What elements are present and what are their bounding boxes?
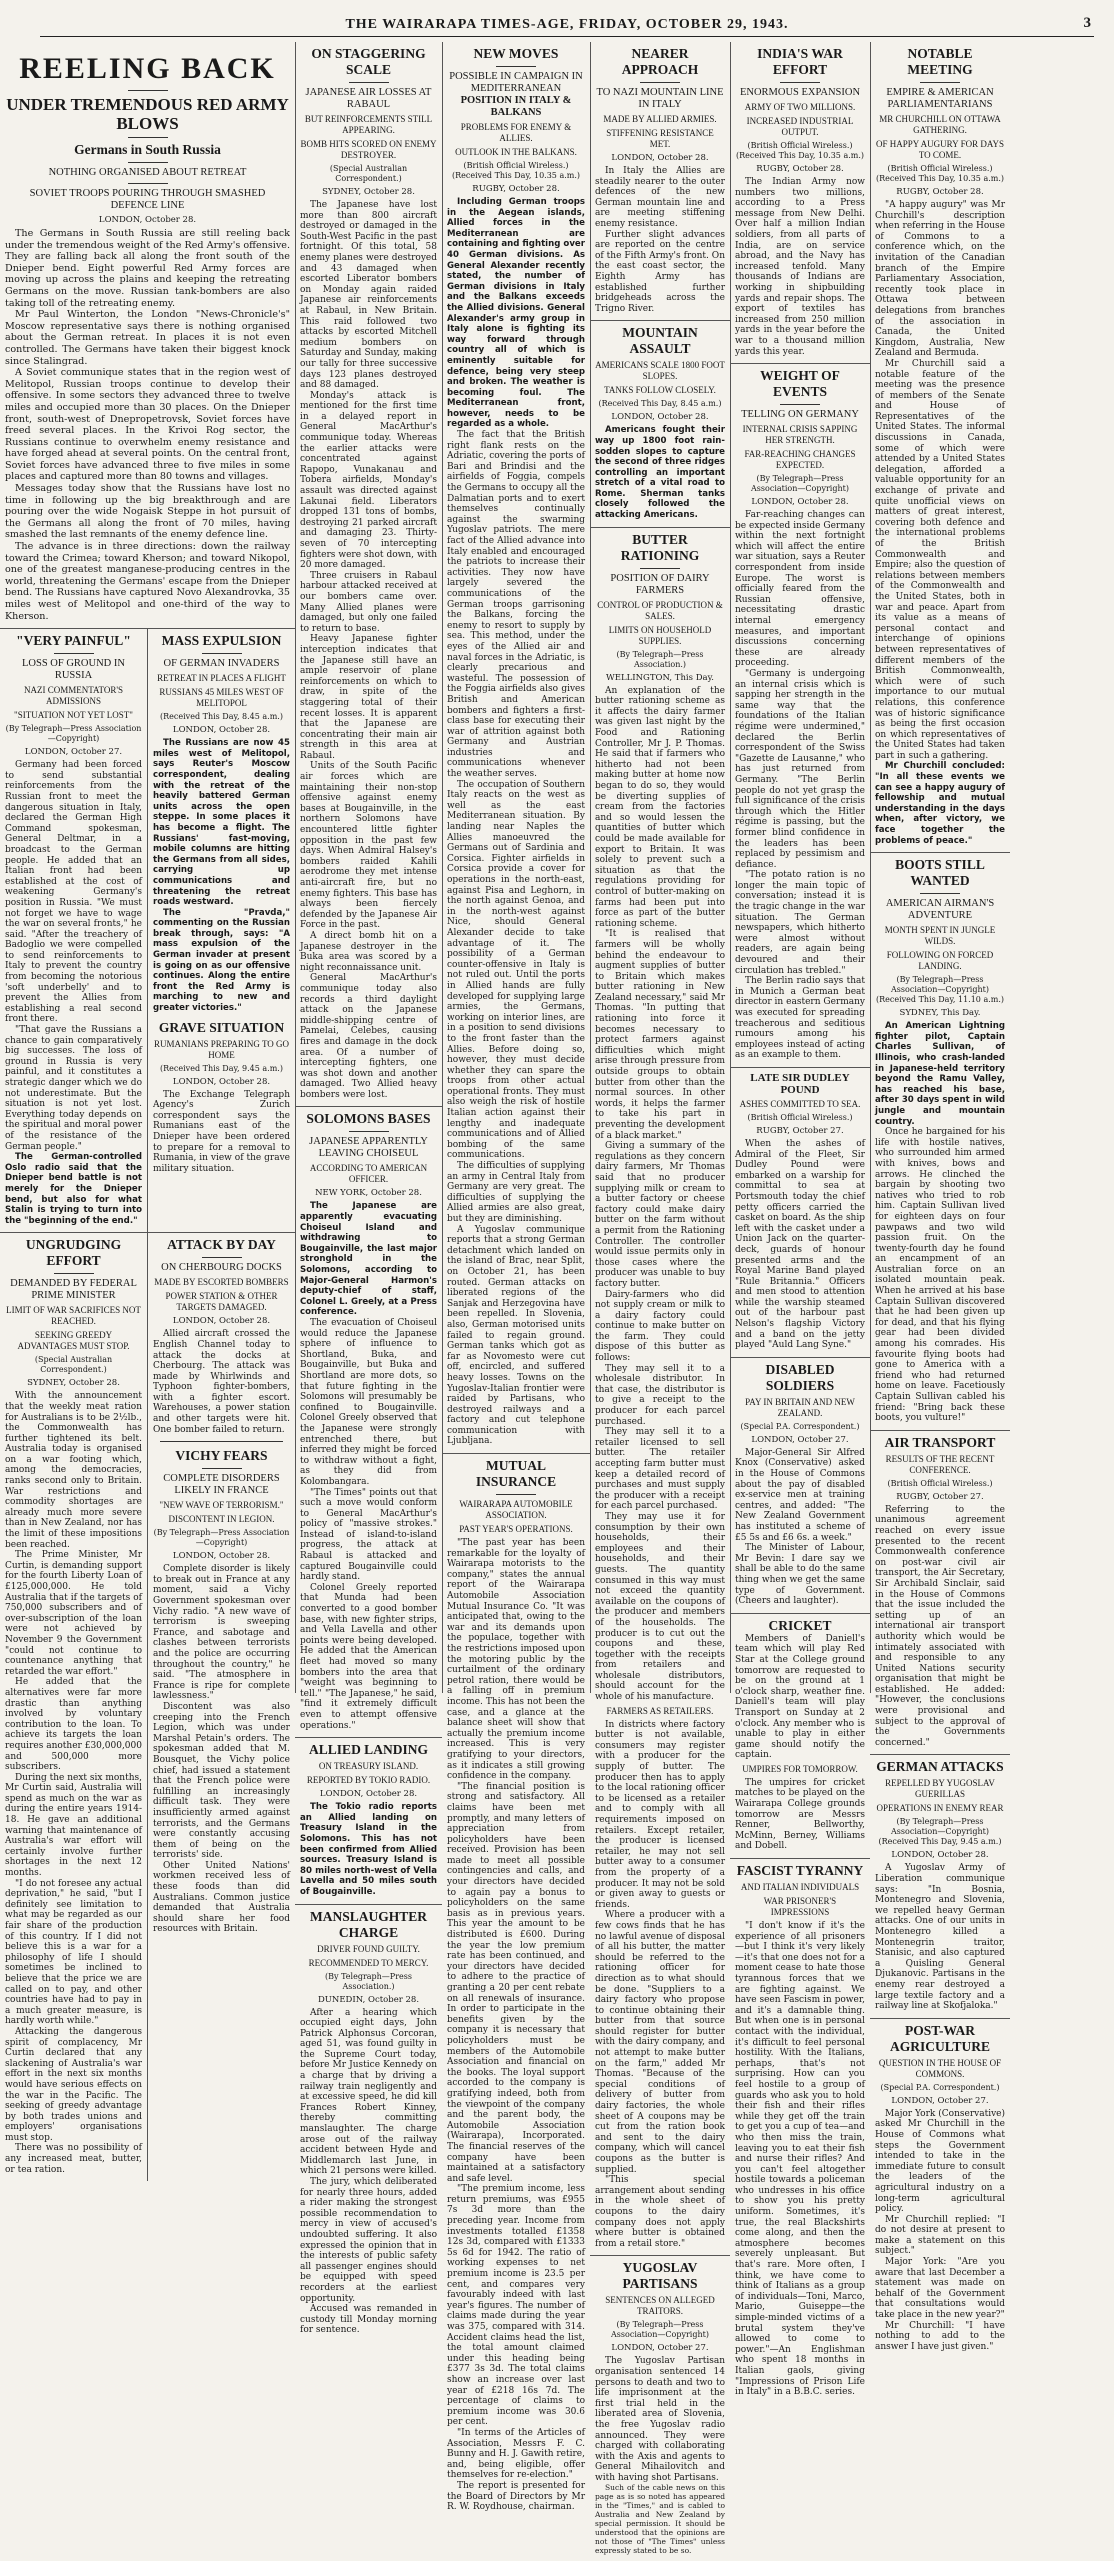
source-line: (Special P.A. Correspondent.) — [740, 1421, 860, 1431]
divider — [128, 162, 168, 163]
headline: CRICKET — [768, 1617, 832, 1633]
paragraph: Major-General Sir Alfred Knox (Conservative) asked in the House of Commons about the pay of disabled ex-service men at training centres, and added: "The New Zealand Government has instituted a scheme of £5 5s and £6 6s. a week." — [735, 1447, 865, 1543]
paragraph: Colonel Greely reported that Munda had been converted to a good bomber base, with new fighter strips, and Vella Lavella and other points were being developed. He added that the American fleet had moved so many bombers into the area that "weight was beginning to tell." "The Japanese," he said, "find it extremely difficult even to attempt offensive operations." — [300, 1582, 437, 1731]
paragraph: The Minister of Labour, Mr Bevin: I dare say we shall be able to do the same thing when we get the same type of Government. (Cheers and laughter). — [735, 1543, 865, 1607]
subheadline: OUTLOOK IN THE BALKANS. — [455, 147, 577, 157]
subheadline: TANKS FOLLOW CLOSELY. — [604, 385, 716, 396]
paragraph: Referring to the unanimous agreement reached on every issue presented to the recent Commonwealth conference on post-war civil air transport, the Air Secretary, Sir Archibald Sinclair, said in the House of Commons that the issue included the setting up of an international air transport authority which would be intimately associated with and responsible to any United Nations security organisation that might be established. He added: "However, the conclusions were provisional and subject to the approval of the Governments concerned." — [875, 1504, 1005, 1748]
headline: FASCIST TYRANNY — [736, 1863, 864, 1879]
divider — [54, 653, 94, 654]
paragraph: Germany had been forced to send substantial reinforcements from the Russian front to meet the dangerous situation in Italy, declared the German High Command spokesman, General Deltmar, in a broadcast to the German people. He added that an Italian front had been established at the cost of weakening Germany's position in Russia. "We must not forget we have to wage the war on several fronts," he said. "After the treachery of Badoglio we were compelled to send reinforcements to Italy to prevent the country from becoming the notorious 'soft underbelly' and to prevent the Allies from establishing a real second front there. — [5, 760, 142, 1025]
source-line: (British Official Wireless.) — [887, 1478, 993, 1488]
headline: DISABLED SOLDIERS — [765, 1361, 835, 1393]
divider — [160, 1441, 283, 1442]
paragraph: Complete disorder is likely to break out in France at any moment, said a Vichy Government spokesman over Vichy radio. "A new wave of terrorism is sweeping France, and sabotage and clashes between terrorists and the police are occurring throughout the country," he said. "The atmosphere in France is ripe for complete lawlessness." — [153, 1564, 290, 1702]
paragraph: Attacking the dangerous spirit of complacency, Mr Curtin declared that any slackening of Australia's war effort in the next six months would have serious effects on the war in the Pacific. The seeking of greedy advantage by both trades unions and employers' organisations must stop. — [5, 2026, 142, 2143]
subheadline: POSSIBLE IN CAMPAIGN IN MEDITERRANEAN — [449, 71, 583, 94]
dateline: LONDON, October 28. — [611, 412, 709, 423]
story-german-attacks — [870, 1755, 1010, 2018]
story-attack-by-day — [148, 1233, 295, 2181]
subheadline: DISCONTENT IN LEGION. — [168, 1514, 275, 1525]
story-mutual-insurance — [442, 1454, 590, 2519]
paragraph: The Germans in South Russia are still reeling back under the tremendous weight of the Red Army's offensive. They are falling back all along the front south of the Dnieper bend. Eight powerful Red Army forces are moving up across the plains and keeping the retreating Germans on the move. Russian tank-bombers are also taking toll of the retreating enemy. — [5, 228, 290, 309]
subheadline: "SITUATION NOT YET LOST" — [14, 710, 133, 721]
divider — [349, 1131, 389, 1132]
divider — [496, 66, 536, 67]
dateline: NEW YORK, October 28. — [315, 1188, 422, 1199]
story-new-moves — [442, 42, 590, 1454]
headline: NEW MOVES — [473, 46, 559, 61]
divider — [202, 1257, 242, 1258]
source-line: (Received This Day, 9.45 a.m.) — [160, 1063, 283, 1073]
paragraph: "The past year has been remarkable for the loyalty of Wairarapa motorists to the company," states the annual report of the Wairarapa Automobile Association Mutual Insurance Co. "It was anticipated that, owing to the war and its demands upon the populace, together with the restrictions imposed upon the motoring public by the curtailment of the ordinary petrol ration, there would be a falling off in premium income. This has not been the case, and a glance at the balance sheet will show that actually the premium income increased. This is very gratifying to your directors, as it indicates a still growing confidence in the company. — [447, 1538, 585, 1782]
subheadline: ACCORDING TO AMERICAN OFFICER. — [309, 1163, 428, 1185]
paragraph: Further slight advances are reported on the centre of the Fifth Army's front. On the east coast sector, the Eighth Army has established further bridgeheads across the Trigno River. — [595, 229, 725, 314]
story-sir-dudley-pound — [730, 1068, 870, 1358]
paragraph: When the ashes of Admiral of the Fleet, Sir Dudley Pound were embarked on a warship for committal to sea at Portsmouth today the chief petty officers carried the casket on board. As the ship left with the casket under a Union Jack on the quarter-deck, guards of honour presented arms and the Royal Marine Band played "Rule Britannia." Officers and men stood to attention while the warship steamed out of the harbour past Nelson's flagship Victory and a band on the jetty played "Auld Lang Syne." — [735, 1138, 865, 1351]
page-number: 3 — [1083, 15, 1092, 31]
paragraph: General MacArthur's communique today also records a third daylight attack on the Japanese middle-shipping centre of Pamelai, Celebes, causing fires and damage in the dock area. Of a number of intercepting fighters, one was shot down and another damaged. Two Allied heavy bombers were lost. — [300, 973, 437, 1100]
times-notice: Such of the cable news on this page as is so noted has appeared in the "Times," and is cabled to Australia and New Zealand by special permission. It should be understood that the opinions are not those of "The Times" unless expressly stated to be so. — [595, 2483, 725, 2556]
story-butter-rationing — [590, 528, 730, 2257]
subheadline: QUESTION IN THE HOUSE OF COMMONS. — [878, 2057, 1002, 2079]
paragraph: "The premium income, less return premiums, was £955 7s 3d more than the preceding year. Income from investments totalled £1358 12s 3d, compared with £1333 5s 6d for 1942. The ratio of working expenses to net premium income is 23.5 per cent, and compares very favourably indeed with last year's figures. The number of claims made during the year was 375, compared with 314. Accident claims head the list, the total amount claimed under this heading being £377 3s 3d. The total claims show an increase over last year of £218 16s 7d. The percentage of claims to premium income was 30.6 per cent. — [447, 2184, 585, 2428]
subheadline: TELLING ON GERMANY — [741, 409, 859, 421]
dateline: WELLINGTON, This Day. — [606, 672, 714, 683]
paragraph: Where a producer with a few cows finds that he has no lawful avenue of disposal of all his butter, the matter should be referred to the rationing officer for direction as to what should be done. "Suppliers to a dairy factory who propose to continue obtaining their butter from that source should register for butter with the dairy company, and not attempt to make butter on the farm," added Mr Thomas. "Because of the special conditions of delivery of butter from dairy factories, the whole sheet of A coupons may be cut from the ration book and sent to the dairy company, which will cancel coupons as the butter is supplied. — [595, 1910, 725, 2175]
headline: YUGOSLAV PARTISANS — [622, 2260, 698, 2292]
paragraph: "This special arrangement about sending in the whole sheet of coupons to the dairy company does not apply where butter is obtained from a retail store." — [595, 2175, 725, 2249]
subheadline: POSITION IN ITALY & BALKANS — [460, 95, 572, 118]
subheadline: UMPIRES FOR TOMORROW. — [742, 1763, 858, 1774]
paragraph: "The potato ration is no longer the main topic of conversation; instead it is the tragic change in the war situation. The German newspapers, which hitherto were almost without readers, are again being devoured and their circulation has trebled." — [735, 870, 865, 976]
paragraph: He added that the alternatives were far more drastic than anything involved by voluntary contribution to the loan. To achieve its targets the loan requires another £30,000,000 and 500,000 more subscribers. — [5, 1677, 142, 1773]
subheadline: MR CHURCHILL ON OTTAWA GATHERING. — [879, 114, 1001, 135]
divider — [780, 404, 820, 405]
headline: MUTUAL INSURANCE — [475, 1458, 557, 1490]
paragraph: An American Lightning fighter pilot, Captain Charles Sullivan, of Illinois, who crash-landed in Japanese-held territory beyond the Ramu Valley, has reached his base, after 30 days spent in wild jungle and mountain country. — [875, 1021, 1005, 1127]
divider — [202, 653, 242, 654]
column-4 — [442, 42, 591, 2513]
column-7 — [870, 42, 1010, 2352]
paragraph: They may use it for consumption by their own households, their employees and their households, and their guests. The quantity consumed in this way must not exceed the quantity available on the coupons of the producer and members of the households. The producer is to cut out the coupons and these, together with the receipts from retailers and wholesale distributors, should account for the whole of his manufacture. — [595, 1511, 725, 1703]
paragraph: In districts where factory butter is not available, consumers may register with a producer for the supply of butter. The producer then has to apply to the local rationing officer to be licensed as a retailer and to comply with all requirements imposed on retailers. Except retailer, the producer is licensed retailer, he may not sell butter away to a consumer from the property of a producer. It may not be sold or given away to guests or friends. — [595, 1719, 725, 1910]
subheadline: JAPANESE AIR LOSSES AT RABAUL — [305, 87, 432, 110]
story-fascist-tyranny — [730, 1859, 870, 2404]
split-row-1 — [0, 629, 295, 1233]
dateline: LONDON, October 27. — [611, 2343, 709, 2354]
subheadline: OF GERMAN INVADERS — [163, 658, 280, 670]
dateline: DUNEDIN, October 28. — [317, 1994, 420, 2005]
subheadline: RETREAT IN PLACES A FLIGHT — [157, 673, 286, 684]
subheadline: REPELLED BY YUGOSLAV GUERILLAS — [885, 1778, 995, 1800]
source-line: (British Official Wireless.) (Received This Day, 10.35 a.m.) — [736, 141, 864, 160]
subheadline: LIMITS ON HOUSEHOLD SUPPLIES. — [608, 624, 712, 646]
source-line: (By Telegraph—Press Association.) — [325, 1971, 412, 1991]
paragraph: Monday's attack is mentioned for the first time in a delayed report in General MacArthur's communique today. Whereas the earlier attacks were concentrated against Rapopo, Vunakanau and Tobera airfields, Monday's assault was directed against Lakunai field. Liberators dropped 131 tons of bombs, destroying 21 parked aircraft and damaging 23. Thirty-seven of 70 intercepting fighters were shot down, with 20 more damaged. — [300, 390, 437, 571]
paragraph: Including German troops in the Aegean islands, Allied forces in the Mediterranean are containing and fighting over 40 German divisions. As General Alexander recently stated, the number of German divisions in Italy and the Balkans exceeds the Allied divisions. General Alexander's army group in Italy alone is fighting its way forward through country all of which is eminently suitable for defence, being very steep and broken. The weather is becoming foul. The Mediterranean front, however, needs to be regarded as a whole. — [447, 197, 585, 430]
dateline: LONDON, October 28. — [172, 1316, 271, 1327]
subheadline: COMPLETE DISORDERS LIKELY IN FRANCE — [163, 1473, 280, 1497]
story-disabled-soldiers — [730, 1358, 870, 1614]
headline: MASS EXPULSION — [161, 633, 282, 649]
paragraph: Units of the South Pacific air forces which are maintaining their non-stop offensive against enemy bases at Bougainville, in the northern Solomons have encountered little fighter opposition in the past few days. When Admiral Halsey's bombers raided Kahili aerodrome they met intense anti-aircraft fire, but no enemy fighters. This base has always been fiercely defended by the Japanese Air Force in the past. — [300, 761, 437, 931]
divider — [128, 137, 168, 138]
subheadline: RUMANIANS PREPARING TO GO HOME — [153, 1038, 290, 1060]
paragraph: Mr Churchill: "I have nothing to add to the answer I have just given." — [875, 2320, 1005, 2352]
source-line: (Special Australian Correspondent.) — [329, 164, 408, 183]
source-line: (By Telegraph—Press Association—Copyright) — [153, 1528, 290, 1548]
story-very-painful — [0, 629, 148, 1232]
paragraph: The umpires for cricket matches to be played on the Wairarapa College grounds tomorrow are Messrs Renner, Bellworthy, McMinn, Berney, Williams and Dobell. — [735, 1777, 865, 1852]
headline: INDIA'S WAR EFFORT — [757, 46, 843, 77]
dateline: LONDON, October 28. — [172, 1551, 271, 1562]
subheadline: BOMB HITS SCORED ON ENEMY DESTROYER. — [300, 139, 437, 160]
paragraph: Mr Churchill said a notable feature of the meeting was the presence of members of the Senate and House of Representatives of the United States. The informal discussions in Canada, some of which were attended by a United States delegation, afforded a valuable opportunity for an exchange of private and quite unofficial views on matters of great interest, covering both defence and the international problems of the British Commonwealth and Empire; also the question of relations between members of the Commonwealth and the United States, both in war and peace. Apart from its value as a means of personal contact and interchange of opinions between representatives of different members of the British Commonwealth, which were of such importance to our mutual relations, this conference was of historic significance as being the first occasion on which representatives of the United States had taken part in such a gathering. — [875, 358, 1005, 761]
dateline: RUGBY, October 28. — [896, 187, 984, 197]
paragraph: Americans fought their way up 1800 foot rain-sodden slopes to capture the second of three ridges controlling an important stretch of a vital road to Rome. Sherman tanks closely followed the attacking Americans. — [595, 425, 725, 521]
paragraph: Major York (Conservative) asked Mr Churchill in the House of Commons what steps the Government intended to take in the immediate future to consult the leaders of the agricultural industry on a long-term agricultural policy. — [875, 2108, 1005, 2215]
paragraph: The Exchange Telegraph Agency's Zurich correspondent says the Rumanians east of the Dnieper have been ordered to prepare for a removal to Rumania, in view of the grave military situation. — [153, 1089, 290, 1174]
paragraph: The difficulties of supplying an army in Central Italy from Germany are very great. The difficulties of supplying the Allied armies are also great, but they are diminishing. — [447, 1161, 585, 1224]
source-line: (British Official Wireless.) (Received This Day, 10.35 a.m.) — [876, 164, 1004, 183]
headline: "VERY PAINFUL" — [16, 633, 131, 649]
story-allied-landing — [295, 1738, 442, 1904]
paragraph: Members of Daniell's team which will play Red Star at the College ground tomorrow are requested to be on the ground at 1 o'clock sharp, weather fine. Daniell's team will play Transport on Sunday at 2 o'clock. Any member who is unable to play in either game should notify the captain. — [735, 1633, 865, 1761]
divider — [349, 82, 389, 83]
headline: ATTACK BY DAY — [167, 1237, 276, 1253]
paragraph: A direct bomb hit on a Japanese destroyer in the Buka area was scored by a night reconnaissance unit. — [300, 930, 437, 973]
paragraph: Discontent was also creeping into the French Legion, which was under Marshal Petain's orders. The spokesman added that M. Bousquet, the Vichy police chief, had issued a statement that the French police were fulfilling an increasingly difficult task. They were insufficiently armed against terrorists, and the Germans were constantly accusing them of being on the terrorists' side. — [153, 1701, 290, 1861]
divider — [496, 1494, 536, 1495]
dateline: SYDNEY, October 28. — [27, 1378, 120, 1389]
dateline: LONDON, October 27. — [24, 747, 123, 758]
story-solomons-bases — [295, 1107, 442, 1738]
paragraph: They may sell it to a retailer licensed to sell butter. The retailer accepting farm butter must keep a detailed record of purchases and must supply the producer with a receipt for each parcel purchased. — [595, 1427, 725, 1512]
paragraph: After a hearing which occupied eight days, John Patrick Alphonsus Corcoran, aged 51, was found guilty in the Supreme Court today, before Mr Justice Kennedy on a charge that by driving a railway train negligently and at excessive speed, he did kill Frances Robert Kinney, thereby committing manslaughter. The charge arose out of the railway accident between Hyde and Middlemarch last June, in which 21 persons were killed. — [300, 2007, 437, 2177]
paragraph: The Japanese have lost more than 800 aircraft destroyed or damaged in the South-West Pacific in the past fortnight. Of this total, 58 enemy planes were destroyed and 43 damaged when escorted Liberator bombers on Monday again raided Japanese air reinforcements at Rabaul, in New Britain. This raid followed two attacks by escorted Mitchell medium bombers on Saturday and Sunday, making our tally for three successive days 123 planes destroyed and 88 damaged. — [300, 200, 437, 391]
paragraph: "The financial position is strong and satisfactory. All claims have been met promptly, and many letters of appreciation from policyholders have been received. Provision has been made to meet all possible contingencies and calls, and your directors have decided to again pay a bonus to policyholders on the same basis as in previous years. This year the amount to be distributed is £600. During the year the low premium rate has been continued, and your directors have decided to adhere to the practice of granting a 20 per cent rebate on all renewals of insurance. In order to participate in the benefits given by the company it is necessary that policyholders must be members of the Automobile Association and financial on the books. The loyal support accorded to the company is gratifying indeed, both from the viewpoint of the company and the parent body, the Automobile Association (Wairarapa), Incorporated. The financial reserves of the company have been maintained at a satisfactory and safe level. — [447, 1781, 585, 2184]
dateline: RUGBY, October 28. — [756, 164, 844, 174]
source-line: (Received This Day, 8.45 a.m.) — [598, 399, 722, 409]
subheadline: INTERNAL CRISIS SAPPING HER STRENGTH. — [742, 424, 858, 446]
paragraph: "Germany is undergoing an internal crisis which is sapping her strength in the same way that the foundations of the Italian régime were undermined," declared the Berlin correspondent of the Swiss "Gazette de Lausanne," who has just returned from Germany. "The Berlin people do not yet grasp the full significance of the crisis through which the Hitler régime is passing, but the former blind confidence in the leaders has been replaced by pessimism and defiance. — [735, 669, 865, 870]
subheadline: RECOMMENDED TO MERCY. — [308, 1957, 429, 1968]
paragraph: Dairy-farmers who did not supply cream or milk to a dairy factory could continue to make butter on the farm. They could dispose of this butter as follows: — [595, 1289, 725, 1364]
divider — [202, 1468, 242, 1469]
subheadline: BUT REINFORCEMENTS STILL APPEARING. — [304, 114, 433, 135]
story-boots-still-wanted — [870, 853, 1010, 1431]
subheadline: CONTROL OF PRODUCTION & SALES. — [597, 599, 723, 621]
subheadline: MONTH SPENT IN JUNGLE WILDS. — [884, 925, 996, 947]
subheadline: Germans in South Russia — [74, 142, 221, 157]
paragraph: "A happy augury" was Mr Churchill's description when referring in the House of Commons to a conference which, on the invitation of the Canadian branch of the Empire Parliamentary Association, recently took place in Ottawa between delegations from branches of the association in Canada, the United Kingdom, Australia, New Zealand and Bermuda. — [875, 200, 1005, 359]
subheadline: ON TREASURY ISLAND. — [318, 1761, 419, 1772]
paragraph: Other United Nations' workmen received less of these foods than did Australians. Common justice demanded that Australia should share her food resources with Britain. — [153, 1860, 290, 1935]
subheadline: POWER STATION & OTHER TARGETS DAMAGED. — [165, 1291, 278, 1313]
paragraph: Mr Paul Winterton, the London "News-Chronicle's" Moscow representative says there is nothing organised about the German retreat. In places it is not even controlled. The Germans have taken their biggest knock since Stalingrad. — [5, 309, 290, 367]
paragraph: During the next six months, Mr Curtin said, Australia will spend as much on the war as during the entire years 1914-18. He gave an additional warning that maintenance of Australia's war effort will certainly involve further shortages in the next 12 months. — [5, 1772, 142, 1879]
subheadline: FARMERS AS RETAILERS. — [606, 1705, 714, 1716]
story-yugoslav-partisans — [590, 2256, 730, 2561]
subheadline: ENORMOUS EXPANSION — [739, 87, 861, 98]
headline: SOLOMONS BASES — [306, 1111, 431, 1127]
headline: UNGRUDGING EFFORT — [25, 1237, 122, 1269]
subheadline: FAR-REACHING CHANGES EXPECTED. — [744, 449, 856, 471]
paragraph: A Soviet communique states that in the region west of Melitopol, Russian troops continue to develop their offensive. In some sectors they advanced three to twelve miles and occupied more than 30 places. On the Dnieper front, south-west of Dnepropetrovsk, Soviet forces have freed several places. In the Krivoi Rog sector, the Russians continue to overwhelm enemy resistance and have forged ahead at several points. On the central front, Soviet forces have advanced three to five miles in some places and captured more than 80 towns and villages. — [5, 367, 290, 483]
subheadline: WAR PRISONER'S IMPRESSIONS — [763, 1896, 837, 1918]
subheadline: REPORTED BY TOKIO RADIO. — [306, 1775, 431, 1786]
headline: AIR TRANSPORT — [884, 1434, 996, 1450]
dateline: LONDON, October 27. — [891, 2095, 989, 2106]
subheadline: SENTENCES ON ALLEGED TRAITORS. — [605, 2295, 715, 2317]
subheadline: RUSSIANS 45 MILES WEST OF MELITOPOL — [159, 687, 284, 709]
paragraph: The fact that the British right flank rests on the Adriatic, covering the ports of Bari and Brindisi and the airfields of Foggia, compels the Germans to occupy all the Dalmatian ports and to exert themselves continually against the swarming Yugoslav patriots. The mere fact of the Allied advance into Italy enabled and encouraged the patriots to increase their activities. They now have largely severed the communications of the German troops garrisoning the Balkans, forcing the enemy to resort to supply by sea. This method, under the eyes of the Allied air and naval forces in the Adriatic, is clearly precarious and wasteful. The possession of the Foggia airfields also gives British and American bombers and fighters a first-class base for executing their war of attrition against both Germany and Austrian industries and communications whenever the weather serves. — [447, 430, 585, 780]
subheadline: DRIVER FOUND GUILTY. — [317, 1943, 420, 1954]
paragraph: Major York: "Are you aware that last December a statement was made on behalf of the Government that consultations would take place in the new year?" — [875, 2257, 1005, 2321]
divider — [128, 90, 168, 91]
paragraph: The evacuation of Choiseul would reduce the Japanese sphere of influence to Shortland, Buka, and Bougainville, but Buka and Shortland are more dots, so that future fighting in the Solomons will presumably be confined to Bougainville. Colonel Greely observed that the Japanese were strongly entrenched there, but inferred they might be forced to withdraw without a fight, as they did from Kolombangara. — [300, 1318, 437, 1487]
paragraph: Giving a summary of the regulations as they concern dairy farmers, Mr Thomas said that no producer supplying milk or cream to a butter factory or cheese factory could make dairy butter on the farm without a permit from the Rationing Controller. The controller would issue permits only in those cases where the producer was unable to buy factory butter. — [595, 1141, 725, 1289]
subheadline: NOTHING ORGANISED ABOUT RETREAT — [48, 167, 247, 178]
story-staggering-scale — [295, 42, 442, 1107]
story-reeling-back — [0, 42, 295, 629]
source-line: (By Telegraph—Press Association—Copyright) (Received This Day, 11.10 a.m.) — [876, 975, 1004, 1005]
paragraph: "I do not foresee any actual deprivation," he said, "but I definitely see limitation to what may be regarded as our fair share of the production of this country. If I did not believe this is a war for a philosophy of life I should sometimes be inclined to believe that the price we are called on to pay, and other countries have had to pay in a much greater measure, is hardly worth while." — [5, 1878, 142, 2027]
paragraph: "The Times" points out that such a move would conform to General MacArthur's policy of "massive strokes." Instead of island-to-island progress, the attack at Rabaul is attacked and captured Bougainville could hardly stand. — [300, 1487, 437, 1583]
paragraph: With the announcement that the weekly meat ration for Australians is to be 2½lb., the Commonwealth has further tightened its belt. Australia today is organised on a war footing which, among the democracies, ranks second only to Britain. War restrictions and commodity shortages are already much more severe than in New Zealand, nor has the limit of these impositions been reached. — [5, 1391, 142, 1550]
paragraph: The report is presented for the Board of Directors by Mr R. W. Roydhouse, chairman. — [447, 2480, 585, 2513]
headline: NEARER APPROACH — [621, 46, 699, 77]
subheadline: EMPIRE & AMERICAN PARLIAMENTARIANS — [886, 87, 994, 110]
split-row-2 — [0, 1233, 295, 2181]
subheadline: POSITION OF DAIRY FARMERS — [610, 572, 710, 596]
paragraph: There was no possibility of any increased meat, butter, or tea ration. — [5, 2143, 142, 2175]
source-line: (Received This Day, 8.45 a.m.) — [160, 712, 283, 722]
subheadline: MADE BY ESCORTED BOMBERS — [154, 1277, 289, 1288]
source-line: (British Official Wireless.) — [747, 1112, 853, 1122]
headline: GRAVE SITUATION — [158, 1019, 285, 1035]
paragraph: The jury, which deliberated for nearly three hours, added a rider making the strongest possible recommendation to mercy in view of accused's undoubted suffering. It also expressed the opinion that in the interests of public safety all passenger engines should be equipped with speed recorders at the earliest opportunity. — [300, 2177, 437, 2304]
masthead-title: THE WAIRARAPA TIMES-AGE, FRIDAY, OCTOBER 29, 1943. — [345, 17, 789, 32]
source-line: (By Telegraph—Press Association—Copyright) — [5, 724, 142, 744]
paragraph: They may sell it to a wholesale distributor. In that case, the distributor is to give a receipt to the producer for each parcel purchased. — [595, 1363, 725, 1427]
paragraph: Allied aircraft crossed the English Channel today to attack the docks at Cherbourg. The attack was made by Whirlwinds and Typhoon fighter-bombers, with a fighter escort. Warehouses, a power station and other targets were hit. One bomber failed to return. — [153, 1329, 290, 1435]
subheadline: RESULTS OF THE RECENT CONFERENCE. — [885, 1453, 995, 1475]
paragraph: "I don't know if it's the experience of all prisoners—but I think it's very likely—it's that one does not for a moment cease to hate those tyrannous forces that we are fighting against. We have seen Fascism in power, and it's a damnable thing. But when one is in personal contact with the individual, it's difficult to feel personal hostility. With the Italians, perhaps, that's not surprising. How can you feel hostile to a group of guards who ask you to hold their fish and their rifles while they get off the train to get you a cup of tea—and who then miss the train, leaving you to eat their fish and nurse their rifles? And you can't feel altogether hostile towards a policeman who undresses in his office to show you his pretty uniform. Sometimes, it's true, the real Blackshirts come along, and then the atmosphere becomes severely unpleasant. But that's rare. More often, I think, we have come to think of Italians as a group of individuals—Toni, Marco, Mario, Guiseppe—the simple-minded victims of a brutal system they've allowed to come to power."—An Englishman who spent 18 months in Italian gaols, giving "Impressions of Prison Life in Italy" in a B.B.C. series. — [735, 1921, 865, 2398]
dateline: RUGBY, October 28. — [472, 184, 560, 194]
subheadline: PROBLEMS FOR ENEMY & ALLIES. — [460, 122, 572, 143]
paragraph: Accused was remanded in custody till Monday morning for sentence. — [300, 2304, 437, 2336]
paragraph: Once he bargained for his life with hostile natives, who surrounded him armed with knives, bows and arrows. He clinched the bargain by shooting two natives who tried to rob him. Captain Sullivan lived for eighteen days on four pawpaws and two wild passion fruit. On the twenty-fourth day he found an encampment of an Australian force on an isolated mountain peak. When he arrived at his base Captain Sullivan discovered that he had been given up for dead, and that his flying gear had been divided among his comrades. His favourite flying boots had gone to America with a friend who had returned home on leave. Facetiously Captain Sullivan cabled his friend: "Bring back these boots, you vulture!" — [875, 1127, 1005, 1424]
column-3 — [295, 42, 443, 2336]
paragraph: A Yugoslav communique reports that a strong German detachment which landed on the island of Brac, near Split, on October 21, has been routed. German attacks on liberated regions of the Sanjak and Herzegovina have been repelled. In Slovenia, also, German motorised units failed to regain ground. German tanks which got as far as Novomesto were cut off, encircled, and suffered heavy losses. Towns on the Yugoslav-Italian frontier were raided by Partisans, who destroyed railways and a factory and cut telephone communication with Ljubljana. — [447, 1224, 585, 1447]
source-line: (Special P.A. Correspondent.) — [880, 2082, 1000, 2092]
paragraph: The Berlin radio says that in Munich a German beat director in eastern Germany was executed for spreading treacherous and seditious rumours among his employees instead of acting as an example to them. — [735, 976, 865, 1061]
subheadline: JAPANESE APPARENTLY LEAVING CHOISEUL — [309, 1136, 428, 1160]
source-line: (Special Australian Correspondent.) — [34, 1355, 113, 1375]
subheadline: ARMY OF TWO MILLIONS. — [744, 102, 856, 112]
dateline: LONDON, October 28. — [611, 153, 709, 163]
paragraph: The Japanese are apparently evacuating Choiseul Island and withdrawing to Bougainville, the last major stronghold in the Solomons, according to Major-General Harmon's deputy-chief of staff, Colonel L. Greely, at a Press conference. — [300, 1201, 437, 1318]
story-ungrudging-effort — [0, 1233, 148, 2181]
masthead — [40, 14, 1094, 37]
paragraph: Mr Churchill replied: "I do not desire at present to make a statement on this subject." — [875, 2214, 1005, 2257]
dateline: LONDON, October 28. — [98, 215, 197, 225]
dateline: LONDON, October 28. — [751, 497, 849, 508]
subheadline: ASHES COMMITTED TO SEA. — [739, 1098, 861, 1109]
divider — [54, 1273, 94, 1274]
subheadline: NAZI COMMENTATOR'S ADMISSIONS — [24, 685, 123, 707]
divider — [920, 893, 960, 894]
subheadline: OF HAPPY AUGURY FOR DAYS TO COME. — [875, 139, 1005, 160]
paragraph: An explanation of the butter rationing scheme as it affects the dairy farmer was given last night by the Food and Rationing Controller, Mr J. P. Thomas. He said that if farmers who hitherto had not been making butter at home now began to do so, they would be diverting supplies of cream from the factories and so would lessen the quantities of butter which could be made available for export to Britain. It was solely to prevent such a situation as that the regulations providing for control of butter-making on farms had been put into force as part of the butter rationing scheme. — [595, 685, 725, 929]
subheadline: INCREASED INDUSTRIAL OUTPUT. — [746, 116, 854, 137]
subheadline: PAY IN BRITAIN AND NEW ZEALAND. — [745, 1396, 855, 1418]
subheadline: PAST YEAR'S OPERATIONS. — [459, 1524, 573, 1535]
story-nearer-approach — [590, 42, 730, 321]
paragraph: Mr Churchill concluded: "In all these events we can see a happy augury of fellowship and mutual understanding in the days when, after victory, we face together the problems of peace." — [875, 761, 1005, 846]
paragraph: "In terms of the Articles of Association, Messrs F. C. Bunny and H. J. Gawith retire, and, being eligible, offer themselves for re-election." — [447, 2427, 585, 2481]
dateline: RUGBY, October 27. — [756, 1125, 844, 1136]
paragraph: The German-controlled Oslo radio said that the Dnieper bend battle is not merely for the Dnieper bend, but also for what Stalin is trying to turn into the "beginning of the end." — [5, 1152, 142, 1226]
subheadline: AMERICANS SCALE 1800 FOOT SLOPES. — [595, 360, 725, 382]
source-line: (By Telegraph—Press Association—Copyright) (Received This Day, 9.45 a.m.) — [878, 1817, 1002, 1847]
story-manslaughter-charge — [295, 1905, 442, 2342]
subheadline: MADE BY ALLIED ARMIES. — [603, 114, 717, 124]
story-mass-expulsion — [148, 629, 295, 1232]
paragraph: Far-reaching changes can be expected inside Germany within the next fortnight which will affect the entire war situation, says a Reuter correspondent from inside Europe. The worst is officially feared from the Russian offensive, necessitating drastic internal emergency measures, and important discussions concerning these are already proceeding. — [735, 510, 865, 669]
headline: VICHY FEARS — [175, 1448, 268, 1464]
paragraph: The Russians are now 45 miles west of Melitopol, says Reuter's Moscow correspondent, dealing with the retreat of the heavily battered German units across the open steppe. In some places it has become a flight. The Russians' fast-moving, mobile columns are hitting the Germans from all sides, carrying up communications and threatening the retreat roads westward. — [153, 738, 290, 908]
headline: ON STAGGERING SCALE — [311, 46, 426, 77]
subheadline: OPERATIONS IN ENEMY REAR — [876, 1803, 1004, 1814]
headline: UNDER TREMENDOUS RED ARMY BLOWS — [6, 95, 289, 133]
paragraph: The Tokio radio reports an Allied landing on Treasury Island in the Solomons. This has not been confirmed from Allied sources. Treasury Island is 80 miles north-west of Vella Lavella and 50 miles south of Bougainville. — [300, 1802, 437, 1897]
story-post-war-agriculture — [870, 2019, 1010, 2359]
headline: GERMAN ATTACKS — [876, 1759, 1004, 1775]
subheadline: LOSS OF GROUND IN RUSSIA — [22, 658, 125, 682]
divider — [128, 183, 168, 184]
source-line: (By Telegraph—Press Association.) — [616, 649, 704, 669]
story-mountain-assault — [590, 321, 730, 527]
column-6 — [730, 42, 871, 2398]
paragraph: "It is realised that farmers will be wholly behind the endeavour to augment supplies of butter to Britain which makes butter rationing in New Zealand necessary," said Mr Thomas. "In putting that rationing into force it becomes necessary to protect farmers against difficulties which might arise through pressure from outside groups to obtain butter from other than the normal sources. In other words, it helps the farmer to take his part in preventing the development of a black market." — [595, 929, 725, 1141]
subheadline: AMERICAN AIRMAN'S ADVENTURE — [885, 898, 995, 922]
paragraph: A Yugoslav Army of Liberation communique says: "In Bosnia, Montenegro and Slovenia, we repelled heavy German attacks. One of our units in Montenegro killed a Montenegrin traitor, Stanisic, and also captured a Quisling General Djukanovic. Partisans in the enemy rear destroyed a large textile factory and a railway line at Skofjaloka." — [875, 1863, 1005, 2012]
headline: REELING BACK — [19, 52, 276, 85]
dateline: LONDON, October 28. — [172, 1076, 271, 1087]
dateline: LONDON, October 27. — [751, 1434, 849, 1445]
subheadline: WAIRARAPA AUTOMOBILE ASSOCIATION. — [459, 1499, 573, 1521]
divider — [780, 82, 820, 83]
subheadline: SOVIET TROOPS POURING THROUGH SMASHED DEFENCE LINE — [29, 188, 266, 211]
headline: POST-WAR AGRICULTURE — [889, 2022, 991, 2054]
paragraph: The Prime Minister, Mr Curtin, is demanding support for the fourth Liberty Loan of £125,000,000. He told Australia that if the targets of 750,000 subscribers and of over-subscription of the loan were not achieved by November 9 the Government "could not continue to countenance anything that retarded the war effort." — [5, 1550, 142, 1677]
subheadline: FOLLOWING ON FORCED LANDING. — [886, 950, 994, 972]
paragraph: The Indian Army now numbers two millions, according to a Press message from New Delhi. Over half a million Indian soldiers, from all parts of India, are on service abroad, and the Navy has increased tenfold. Many thousands of Indians are working in shipbuilding yards and repair shops. The export of textiles has increased from 250 million yards in the year before the war to a thousand million yards this year. — [735, 177, 865, 357]
paragraph: In Italy the Allies are steadily nearer to the outer defences of the new German mountain line and are meeting stiffening enemy resistance. — [595, 166, 725, 229]
source-line: (By Telegraph—Press Association—Copyright) — [751, 474, 849, 494]
subheadline: STIFFENING RESISTANCE MET. — [606, 128, 714, 149]
headline: LATE SIR DUDLEY POUND — [750, 1071, 850, 1096]
headline: MANSLAUGHTER CHARGE — [309, 1908, 427, 1940]
divider — [640, 82, 680, 83]
subheadline: DEMANDED BY FEDERAL PRIME MINISTER — [10, 1278, 137, 1302]
paragraph: The "Pravda," commenting on the Russian break through, says: "A mass expulsion of the German invader at present is going on as our offensive continues. Along the entire front the Red Army is marching to new and greater victories." — [153, 907, 290, 1014]
paragraph: Messages today show that the Russians have lost no time in following up the big breakthrough and are pouring over the wide Nogaisk Steppe in hot pursuit of the Germans all along the front of 70 miles, having smashed the last remnants of the enemy defence line. — [5, 483, 290, 541]
paragraph: Three cruisers in Rabaul harbour attacked received at our bombers came over. Many Allied planes were damaged, but only one failed to return to base. — [300, 570, 437, 634]
dateline: LONDON, October 28. — [319, 1789, 418, 1800]
dateline: SYDNEY, This Day. — [899, 1008, 981, 1019]
headline: ALLIED LANDING — [309, 1742, 428, 1758]
subheadline: SEEKING GREEDY ADVANTAGES MUST STOP. — [17, 1330, 130, 1352]
paragraph: The Yugoslav Partisan organisation sentenced 14 persons to death and two to life imprisonment at the first trial held in the liberated area of Slovenia, the free Yugoslav radio announced. They were charged with collaborating with the Axis and agents to General Mihailovitch and with having shot Partisans. — [595, 2356, 725, 2483]
story-notable-meeting — [870, 42, 1010, 853]
paragraph: "That gave the Russians a chance to gain comparatively big successes. The loss of ground in Russia is very painful, and it constitutes a strategic danger which we do not underestimate. But the situation is not yet lost. Everything today depends on the spiritual and moral power of the resistance of the German people." — [5, 1025, 142, 1152]
paragraph: The advance is in three directions: down the railway toward the Crimea; toward Kherson; and toward Nikopol, one of the greatest manganese-producing centres in the world, threatening the Germans' escape from the Dnieper bend. The Russians have captured Novo Alexandrovka, 35 miles west of Melitopol and one-third of the way to Kherson. — [5, 541, 290, 622]
headline: BOOTS STILL WANTED — [895, 857, 985, 889]
story-weight-of-events — [730, 364, 870, 1068]
story-indias-war-effort — [730, 42, 870, 364]
subheadline: AND ITALIAN INDIVIDUALS — [740, 1882, 860, 1893]
subheadline: TO NAZI MOUNTAIN LINE IN ITALY — [596, 87, 724, 110]
subheadline: ON CHERBOURG DOCKS — [161, 1262, 282, 1274]
headline: MOUNTAIN ASSAULT — [622, 325, 698, 357]
dateline: RUGBY, October 27. — [896, 1491, 984, 1502]
paragraph: Heavy Japanese fighter interception indicates that the Japanese still have an ample reservoir of plane reinforcements on which to draw, in spite of the staggering total of their recent losses. It is apparent that the Japanese are concentrating their main air strength in this area at Rabaul. — [300, 634, 437, 761]
subheadline: LIMIT OF WAR SACRIFICES NOT REACHED. — [6, 1305, 141, 1327]
paragraph: The occupation of Southern Italy reacts on the west as well as the east Mediterranean situation. By landing near Naples the Allies manoeuvred the Germans out of Sardinia and Corsica. Fighter airfields in Corsica provide a cover for operations in the north-east, against Pisa and Leghorn, in the north against Genoa, and in the north-west against Nice, should General Alexander decide to take advantage of it. The possibility of a German counter-offensive in Italy is not ruled out. Until the ports in Allied hands are fully developed for supplying large armies, the Germans, working on interior lines, are in a position to send divisions to the front faster than the Allies. Before doing so, however, they must decide whether they can spare the troops from other actual operational fronts. They must also weigh the risk of hostile Italian action against their lengthy and inadequate communications and of Allied bombing of the same communications. — [447, 779, 585, 1161]
dateline: LONDON, October 28. — [172, 725, 271, 736]
headline: WEIGHT OF EVENTS — [760, 368, 840, 400]
story-air-transport — [870, 1431, 1010, 1756]
subheadline: "NEW WAVE OF TERRORISM." — [159, 1500, 284, 1511]
divider — [640, 568, 680, 569]
dateline: SYDNEY, October 28. — [322, 187, 415, 197]
column-1-2 — [0, 42, 296, 2175]
divider — [920, 82, 960, 83]
column-5 — [590, 42, 731, 2556]
headline: BUTTER RATIONING — [620, 531, 700, 563]
story-cricket — [730, 1614, 870, 1859]
source-line: (By Telegraph—Press Association—Copyright) — [611, 2320, 709, 2340]
dateline: LONDON, October 28. — [891, 1850, 989, 1861]
headline: NOTABLE MEETING — [907, 46, 973, 77]
source-line: (British Official Wireless.) (Received This Day, 10.35 a.m.) — [452, 161, 580, 180]
